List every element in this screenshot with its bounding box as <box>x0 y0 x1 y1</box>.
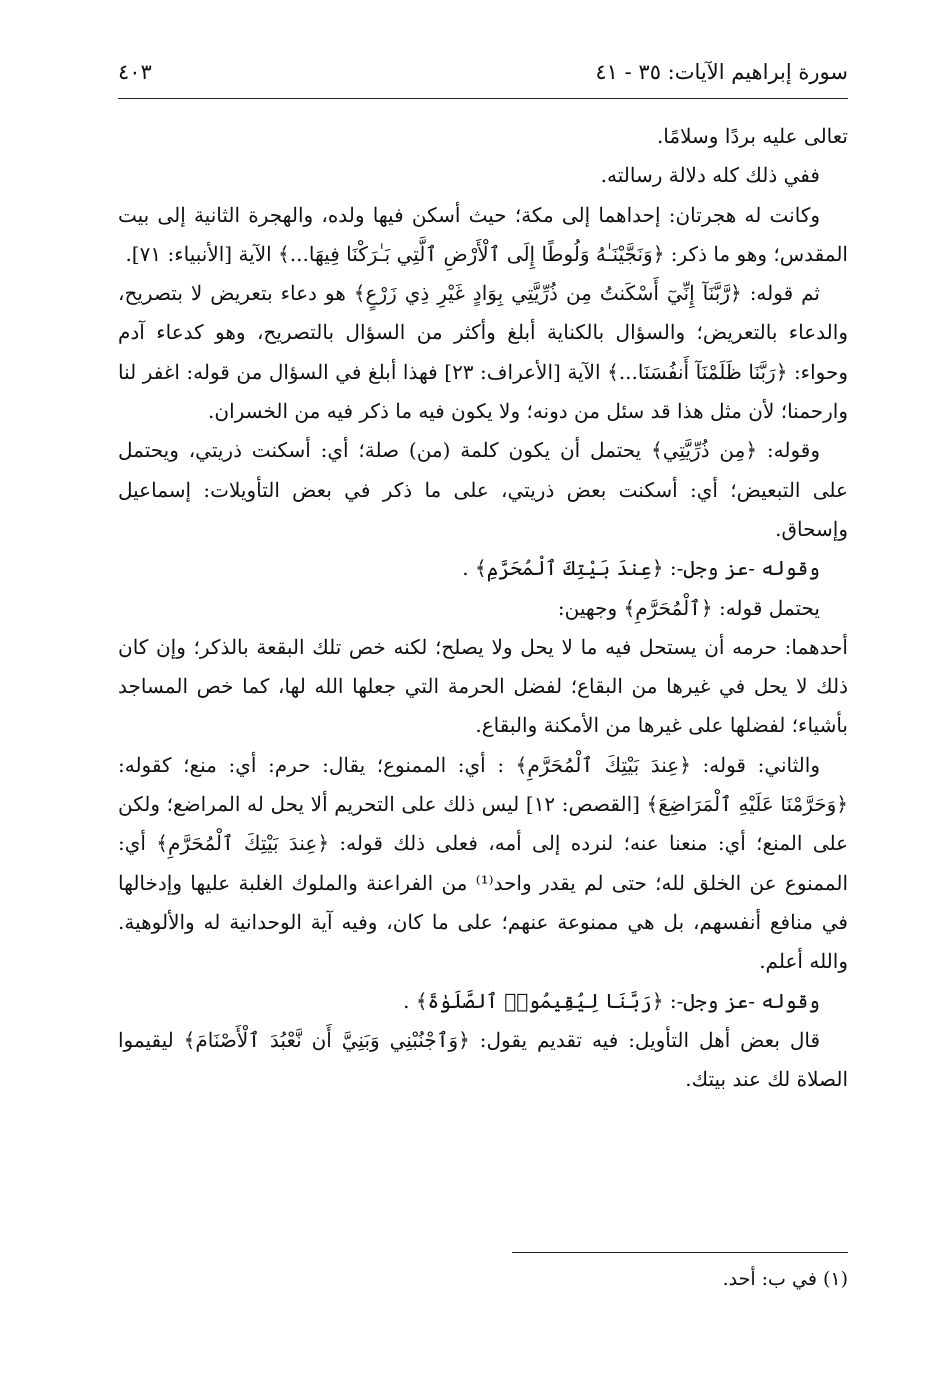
paragraph: والثاني: قوله: ﴿عِندَ بَيْتِكَ ٱلْمُحَرَّمِ﴾ : أي: الممنوع؛ يقال: حرم: أي: منع؛ كقوله: ﴿وَحَرَّمْنَا عَلَيْهِ ٱلْمَرَاضِعَ﴾ [القصص: ١٢] ليس ذلك على التحريم ألا يحل له المراضع؛ ولكن على المنع؛ أي: منعنا عنه؛ لنرده إلى أمه، فعلى ذلك قوله: ﴿عِندَ بَيْتِكَ ٱلْمُحَرَّمِ﴾ أي: الممنوع عن الخلق لله؛ حتى لم يقدر واحد⁽¹⁾ من الفراعنة والملوك الغلبة عليها وإدخالها في منافع أنفسهم، بل هي ممنوعة عنهم؛ على ما كان، وفيه آية الوحدانية له والألوهية. والله أعلم. <box>118 752 848 974</box>
paragraph: ففي ذلك كله دلالة رسالته. <box>600 163 820 188</box>
main-text <box>118 117 848 1099</box>
paragraph: يحتمل قوله: ﴿ٱلْمُحَرَّمِ﴾ وجهين: <box>557 595 820 620</box>
footnote: (١) في ب: أحد. <box>722 1268 848 1290</box>
page-number: ٤٠٣ <box>118 60 152 84</box>
paragraph: وقوله -عز وجل-: ﴿عِندَ بَيْتِكَ ٱلْمُحَرَّمِ﴾ . <box>462 556 820 581</box>
paragraph: وقوله -عز وجل-: ﴿رَبَّنَا لِيُقِيمُوا۟ ٱلصَّلَوٰةَ﴾ . <box>403 988 820 1013</box>
paragraph: وكانت له هجرتان: إحداهما إلى مكة؛ حيث أسكن فيها ولده، والهجرة الثانية إلى بيت المقدس؛ وهو ما ذكر: ﴿وَنَجَّيْنَـٰهُ وَلُوطًا إِلَى ٱلْأَرْضِ ٱلَّتِي بَـٰرَكْنَا فِيهَا...﴾ الآية [الأنبياء: ٧١]. <box>118 202 848 266</box>
page-header <box>118 58 848 99</box>
footnote-separator <box>512 1252 848 1253</box>
paragraph: وقوله: ﴿مِن ذُرِّيَّتِي﴾ يحتمل أن يكون كلمة (من) صلة؛ أي: أسكنت ذريتي، ويحتمل على التبعيض؛ أي: أسكنت بعض ذريتي، على ما ذكر في بعض التأويلات: إسماعيل وإسحاق. <box>118 438 848 541</box>
running-title: سورة إبراهيم الآيات: ٣٥ - ٤١ <box>595 60 848 84</box>
paragraph: تعالى عليه بردًا وسلامًا. <box>656 124 848 148</box>
paragraph: أحدهما: حرمه أن يستحل فيه ما لا يحل ولا يصلح؛ لكنه خص تلك البقعة بالذكر؛ وإن كان ذلك لا يحل في غيرها من البقاع؛ لفضل الحرمة التي جعلها الله لها، كما خص المساجد بأشياء؛ لفضلها على غيرها من الأمكنة والبقاع. <box>118 634 848 738</box>
paragraph: قال بعض أهل التأويل: فيه تقديم يقول: ﴿وَٱجْنُبْنِي وَبَنِيَّ أَن نَّعْبُدَ ٱلْأَصْنَامَ﴾ ليقيموا الصلاة لك عند بيتك. <box>118 1027 848 1092</box>
paragraph: ثم قوله: ﴿رَّبَّنَآ إِنِّيٓ أَسْكَنتُ مِن ذُرِّيَّتِي بِوَادٍ غَيْرِ ذِي زَرْعٍ﴾ هو دعاء بتعريض لا بتصريح، والدعاء بالتعريض؛ والسؤال بالكناية أبلغ وأكثر من السؤال بالتصريح، وهو كدعاء آدم وحواء: ﴿رَبَّنَا ظَلَمْنَآ أَنفُسَنَا...﴾ الآية [الأعراف: ٢٣] فهذا أبلغ في السؤال من قوله: اغفر لنا وارحمنا؛ لأن مثل هذا قد سئل من دونه؛ ولا يكون فيه ما ذكر فيه من الخسران. <box>118 281 848 424</box>
